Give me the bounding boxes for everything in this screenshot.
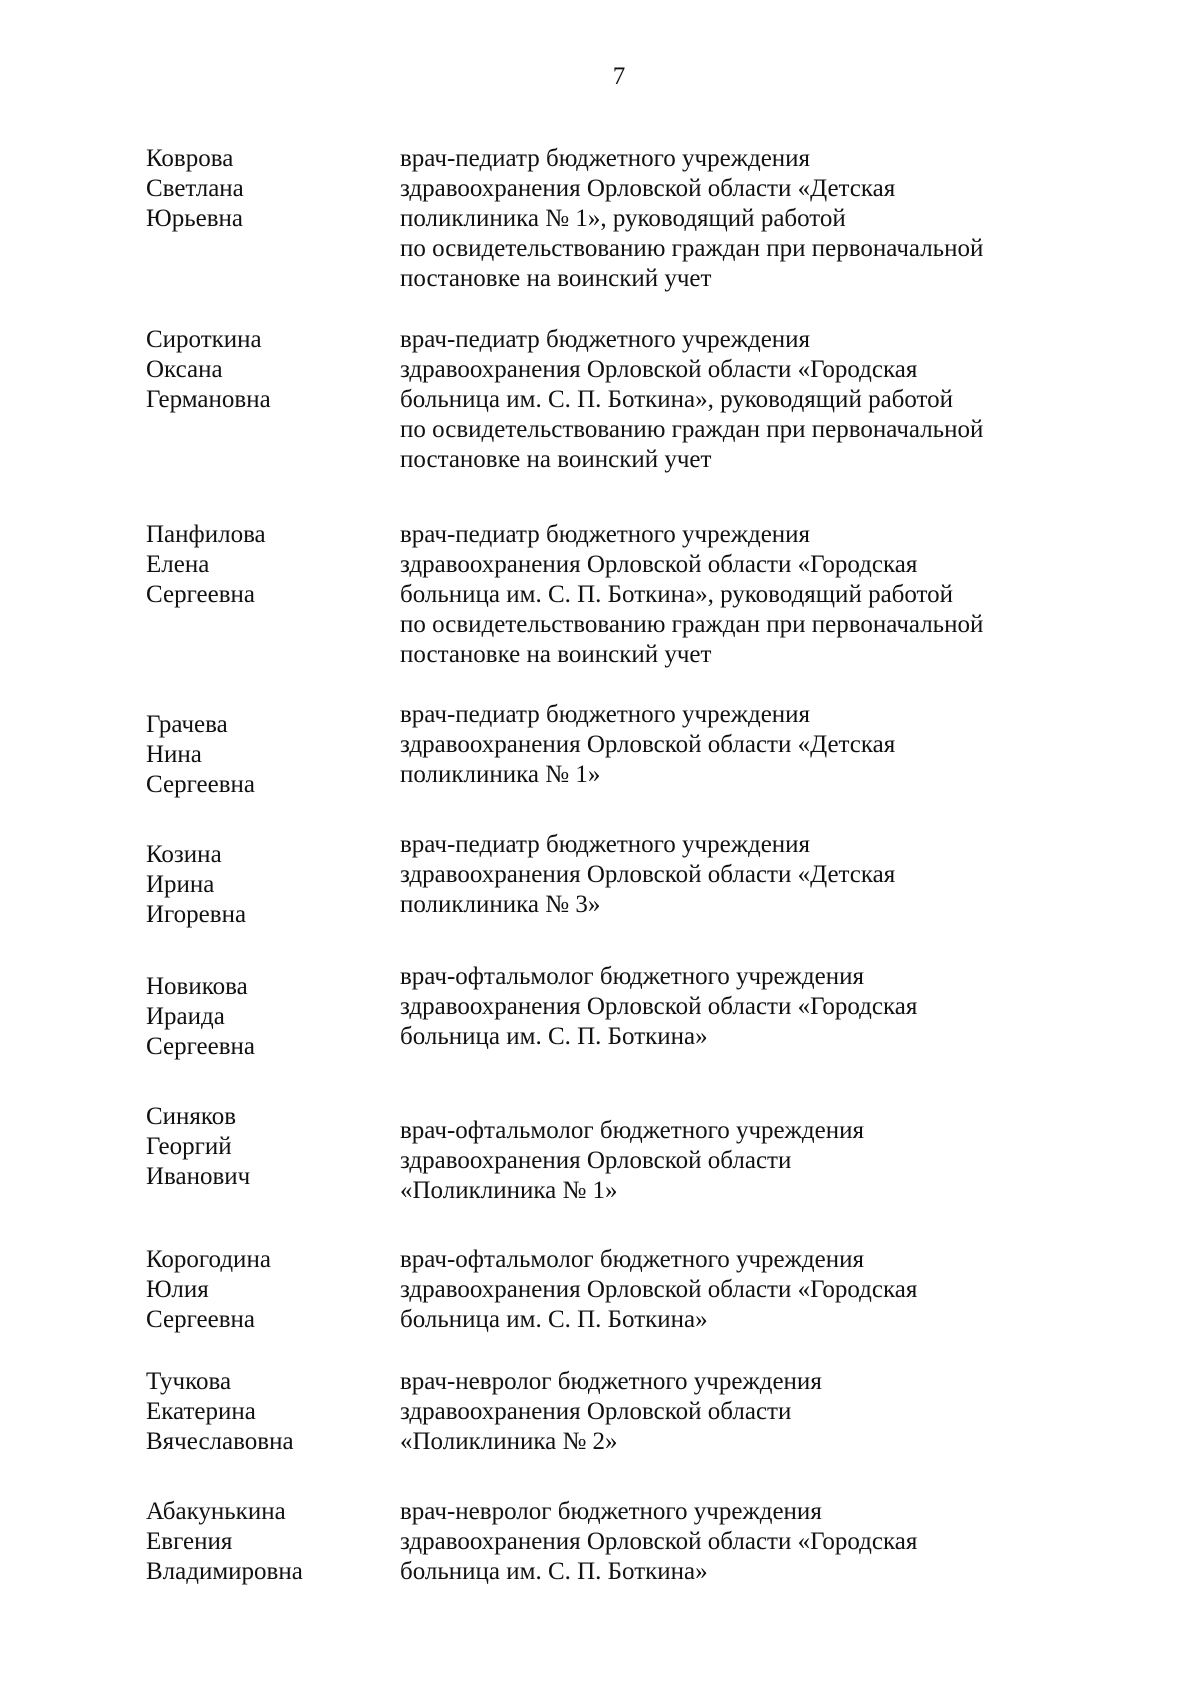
surname: Абакунькина	[146, 1498, 286, 1525]
description-line: поликлиника № 1», руководящий работой	[400, 205, 846, 232]
description-line: врач-офтальмолог бюджетного учреждения	[400, 1246, 864, 1273]
description-line: больница им. С. П. Боткина»	[400, 1558, 708, 1585]
description-line: врач-офтальмолог бюджетного учреждения	[400, 1117, 864, 1144]
position-description	[400, 962, 1180, 1052]
surname: Синяков	[146, 1103, 237, 1130]
description-line: постановке на воинский учет	[400, 446, 712, 473]
position-description	[400, 1497, 1180, 1587]
description-line: по освидетельствованию граждан при первоначальной	[400, 416, 984, 443]
description-line: врач-педиатр бюджетного учреждения	[400, 326, 811, 353]
description-line: больница им. С. П. Боткина»	[400, 1023, 708, 1050]
description-line: врач-педиатр бюджетного учреждения	[400, 701, 811, 728]
first-name: Светлана	[146, 175, 244, 202]
first-name: Юлия	[146, 1276, 209, 1303]
description-line: больница им. С. П. Боткина»	[400, 1306, 708, 1333]
description-line: здравоохранения Орловской области «Городская	[400, 356, 918, 383]
description-line: здравоохранения Орловской области «Городская	[400, 551, 918, 578]
patronymic: Сергеевна	[146, 771, 255, 798]
first-name: Елена	[146, 551, 210, 578]
person-name	[146, 144, 396, 234]
position-description	[400, 144, 1180, 294]
patronymic: Вячеславовна	[146, 1428, 294, 1455]
surname: Новикова	[146, 973, 248, 1000]
first-name: Евгения	[146, 1528, 233, 1555]
patronymic: Сергеевна	[146, 1306, 255, 1333]
person-name	[146, 1102, 396, 1192]
position-description	[400, 700, 1180, 790]
description-line: здравоохранения Орловской области «Городская	[400, 993, 918, 1020]
description-line: здравоохранения Орловской области «Детская	[400, 731, 896, 758]
description-line: врач-невролог бюджетного учреждения	[400, 1368, 822, 1395]
first-name: Ираида	[146, 1003, 225, 1030]
patronymic: Сергеевна	[146, 581, 255, 608]
surname: Коврова	[146, 145, 234, 172]
first-name: Георгий	[146, 1133, 232, 1160]
description-line: «Поликлиника № 2»	[400, 1428, 618, 1455]
description-line: здравоохранения Орловской области	[400, 1398, 792, 1425]
position-description	[400, 1367, 1180, 1457]
description-line: постановке на воинский учет	[400, 265, 712, 292]
position-description	[400, 1116, 1180, 1206]
description-line: здравоохранения Орловской области «Детская	[400, 175, 896, 202]
person-name	[146, 1497, 396, 1587]
description-line: здравоохранения Орловской области «Детская	[400, 861, 896, 888]
position-description	[400, 520, 1180, 670]
description-line: врач-офтальмолог бюджетного учреждения	[400, 963, 864, 990]
description-line: здравоохранения Орловской области «Городская	[400, 1276, 918, 1303]
position-description	[400, 1245, 1180, 1335]
description-line: здравоохранения Орловской области	[400, 1147, 792, 1174]
person-name	[146, 1367, 396, 1457]
patronymic: Владимировна	[146, 1558, 303, 1585]
first-name: Екатерина	[146, 1398, 256, 1425]
person-name	[146, 520, 396, 610]
surname: Тучкова	[146, 1368, 232, 1395]
surname: Сироткина	[146, 326, 262, 353]
surname: Козина	[146, 841, 222, 868]
person-name	[146, 1245, 396, 1335]
first-name: Ирина	[146, 871, 215, 898]
description-line: больница им. С. П. Боткина», руководящий работой	[400, 581, 954, 608]
person-name	[146, 972, 396, 1062]
description-line: «Поликлиника № 1»	[400, 1177, 618, 1204]
patronymic: Игоревна	[146, 901, 247, 928]
description-line: по освидетельствованию граждан при первоначальной	[400, 235, 984, 262]
person-name	[146, 325, 396, 415]
page-number: 7	[612, 63, 626, 90]
patronymic: Иванович	[146, 1163, 251, 1190]
person-name	[146, 840, 396, 930]
first-name: Оксана	[146, 356, 223, 383]
position-description	[400, 830, 1180, 920]
description-line: поликлиника № 1»	[400, 761, 601, 788]
surname: Грачева	[146, 711, 228, 738]
patronymic: Сергеевна	[146, 1033, 255, 1060]
surname: Панфилова	[146, 521, 266, 548]
description-line: врач-педиатр бюджетного учреждения	[400, 521, 811, 548]
surname: Корогодина	[146, 1246, 271, 1273]
first-name: Нина	[146, 741, 202, 768]
description-line: по освидетельствованию граждан при первоначальной	[400, 611, 984, 638]
patronymic: Юрьевна	[146, 205, 243, 232]
description-line: поликлиника № 3»	[400, 891, 601, 918]
description-line: врач-педиатр бюджетного учреждения	[400, 145, 811, 172]
description-line: врач-невролог бюджетного учреждения	[400, 1498, 822, 1525]
patronymic: Германовна	[146, 386, 271, 413]
position-description	[400, 325, 1180, 475]
description-line: постановке на воинский учет	[400, 641, 712, 668]
description-line: врач-педиатр бюджетного учреждения	[400, 831, 811, 858]
description-line: здравоохранения Орловской области «Городская	[400, 1528, 918, 1555]
person-name	[146, 710, 396, 800]
description-line: больница им. С. П. Боткина», руководящий работой	[400, 386, 954, 413]
